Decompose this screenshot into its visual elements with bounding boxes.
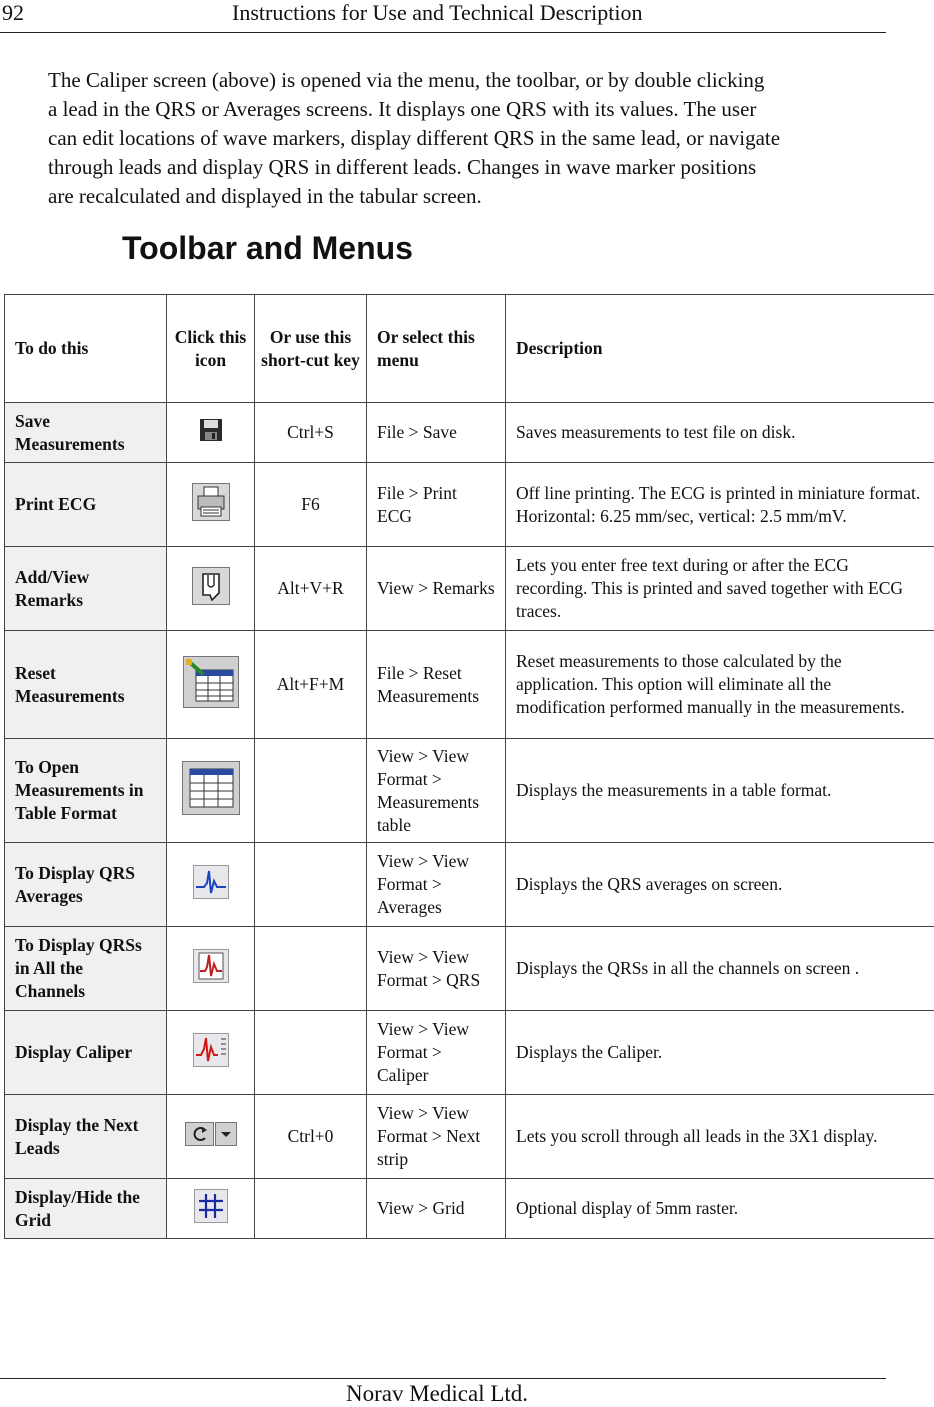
shortcut-cell (255, 843, 367, 927)
column-header: Or select this menu (367, 295, 506, 403)
intro-paragraph (48, 66, 898, 211)
action-cell: To Open Measurements in Table Format (5, 739, 167, 843)
shortcut-cell: Ctrl+0 (255, 1095, 367, 1179)
menu-cell: View > View Format > Averages (367, 843, 506, 927)
description-cell: Displays the QRSs in all the channels on screen . (506, 927, 934, 1011)
icon-cell (167, 547, 255, 631)
icon-cell (167, 927, 255, 1011)
menu-cell: View > Grid (367, 1179, 506, 1239)
table-row (5, 1095, 934, 1179)
action-cell: Save Measurements (5, 403, 167, 463)
menu-cell: File > Print ECG (367, 463, 506, 547)
shortcut-cell (255, 927, 367, 1011)
next-leads-icon[interactable] (185, 1122, 237, 1152)
shortcut-cell: Alt+V+R (255, 547, 367, 631)
table-row (5, 1011, 934, 1095)
action-cell: Display the Next Leads (5, 1095, 167, 1179)
description-cell: Reset measurements to those calculated by the application. This option will eliminate all the modification performed manually in the measurements. (506, 631, 934, 739)
description-cell: Displays the Caliper. (506, 1011, 934, 1095)
column-header: Description (506, 295, 934, 403)
action-cell: Add/View Remarks (5, 547, 167, 631)
shortcut-cell: Ctrl+S (255, 403, 367, 463)
action-cell: Display/Hide the Grid (5, 1179, 167, 1239)
footer-company: Norav Medical Ltd. (346, 1381, 528, 1407)
shortcut-cell (255, 1011, 367, 1095)
grid-icon[interactable] (194, 1189, 228, 1229)
description-cell: Displays the QRS averages on screen. (506, 843, 934, 927)
menu-cell: File > Reset Measurements (367, 631, 506, 739)
menu-cell: View > View Format > QRS (367, 927, 506, 1011)
menu-cell: View > View Format > Next strip (367, 1095, 506, 1179)
caliper-icon[interactable] (193, 1033, 229, 1073)
table-row (5, 463, 934, 547)
icon-cell (167, 843, 255, 927)
icon-cell (167, 1095, 255, 1179)
menu-cell: View > Remarks (367, 547, 506, 631)
action-cell: To Display QRS Averages (5, 843, 167, 927)
action-cell: Display Caliper (5, 1011, 167, 1095)
intro-line: a lead in the QRS or Averages screens. It displays one QRS with its values. The user (48, 95, 898, 124)
description-cell: Optional display of 5mm raster. (506, 1179, 934, 1239)
table-row (5, 739, 934, 843)
page-number: 92 (2, 0, 24, 26)
shortcut-cell (255, 739, 367, 843)
menu-cell: View > View Format > Caliper (367, 1011, 506, 1095)
table-row (5, 403, 934, 463)
table-row (5, 843, 934, 927)
column-header: To do this (5, 295, 167, 403)
icon-cell (167, 631, 255, 739)
section-title: Toolbar and Menus (122, 230, 413, 267)
icon-cell (167, 739, 255, 843)
shortcut-cell: F6 (255, 463, 367, 547)
reset-measurements-icon[interactable] (183, 656, 239, 714)
icon-cell (167, 463, 255, 547)
intro-line: through leads and display QRS in different leads. Changes in wave marker positions (48, 153, 898, 182)
menu-cell: View > View Format > Measurements table (367, 739, 506, 843)
action-cell: Print ECG (5, 463, 167, 547)
save-icon[interactable] (199, 418, 223, 448)
remarks-icon[interactable] (192, 567, 230, 611)
action-cell: Reset Measurements (5, 631, 167, 739)
qrs-channels-icon[interactable] (193, 949, 229, 989)
table-row (5, 927, 934, 1011)
intro-line: can edit locations of wave markers, display different QRS in the same lead, or navigate (48, 124, 898, 153)
intro-line: The Caliper screen (above) is opened via the menu, the toolbar, or by double clicking (48, 66, 898, 95)
description-cell: Saves measurements to test file on disk. (506, 403, 934, 463)
table-row (5, 547, 934, 631)
table-row (5, 1179, 934, 1239)
table-format-icon[interactable] (182, 761, 240, 821)
page-footer (0, 1378, 886, 1379)
description-cell: Lets you enter free text during or after the ECG recording. This is printed and saved together with ECG traces. (506, 547, 934, 631)
table-row (5, 631, 934, 739)
icon-cell (167, 1179, 255, 1239)
table-header-row (5, 295, 934, 403)
menu-cell: File > Save (367, 403, 506, 463)
shortcut-cell (255, 1179, 367, 1239)
intro-line: are recalculated and displayed in the tabular screen. (48, 182, 898, 211)
page-header (0, 0, 886, 33)
description-cell: Lets you scroll through all leads in the 3X1 display. (506, 1095, 934, 1179)
printer-icon[interactable] (192, 483, 230, 527)
toolbar-menus-table (4, 294, 934, 1239)
column-header: Or use this short-cut key (255, 295, 367, 403)
page-header-title: Instructions for Use and Technical Description (232, 0, 642, 26)
icon-cell (167, 1011, 255, 1095)
column-header: Click this icon (167, 295, 255, 403)
description-cell: Displays the measurements in a table format. (506, 739, 934, 843)
shortcut-cell: Alt+F+M (255, 631, 367, 739)
action-cell: To Display QRSs in All the Channels (5, 927, 167, 1011)
qrs-averages-icon[interactable] (193, 865, 229, 905)
description-cell: Off line printing. The ECG is printed in miniature format. Horizontal: 6.25 mm/sec, vertical: 2.5 mm/mV. (506, 463, 934, 547)
icon-cell (167, 403, 255, 463)
